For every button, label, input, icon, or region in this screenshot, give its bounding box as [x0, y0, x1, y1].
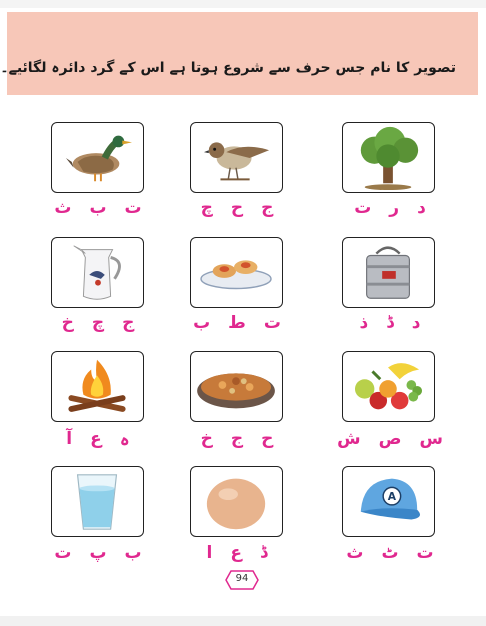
letter-options-7	[48, 429, 148, 451]
picture-card-tree	[342, 122, 435, 193]
letter-option[interactable]: چ	[200, 198, 213, 218]
letter-option[interactable]: د	[411, 313, 421, 333]
letter-option[interactable]: ڈ	[386, 313, 394, 333]
letter-option[interactable]: ع	[90, 429, 102, 449]
letter-options-6	[340, 313, 440, 335]
letter-option[interactable]: د	[417, 198, 426, 218]
tiffin-box-icon	[343, 238, 434, 307]
picture-card-fruits	[342, 351, 435, 422]
letter-option[interactable]: ث	[346, 543, 364, 563]
page-number: 94	[235, 573, 249, 584]
picture-card-cakes	[190, 237, 283, 308]
letter-option[interactable]: ہ	[119, 430, 130, 450]
cakes-plate-icon	[191, 238, 282, 307]
dish-icon	[191, 352, 282, 421]
picture-card-sparrow	[190, 122, 283, 193]
letter-option[interactable]: ت	[124, 198, 142, 218]
picture-card-duck	[51, 122, 144, 193]
page-bottom-edge	[0, 616, 486, 626]
letter-options-9	[337, 429, 443, 451]
letter-option[interactable]: خ	[61, 313, 74, 333]
duck-icon	[52, 123, 143, 192]
cap-icon	[343, 467, 434, 536]
letter-option[interactable]: ث	[54, 198, 72, 218]
letter-option[interactable]: ب	[193, 313, 211, 333]
letter-option[interactable]: ح	[230, 198, 244, 218]
jug-icon	[52, 238, 143, 307]
letter-option[interactable]: ج	[230, 429, 244, 449]
fruits-icon	[343, 352, 434, 421]
letter-option[interactable]: آ	[66, 429, 73, 449]
picture-card-egg	[190, 466, 283, 537]
sparrow-icon	[191, 123, 282, 192]
page-number-badge	[225, 570, 259, 590]
tree-icon	[343, 123, 434, 192]
egg-icon	[191, 467, 282, 536]
letter-option[interactable]: پ	[89, 543, 107, 563]
picture-card-tiffin	[342, 237, 435, 308]
picture-card-jug	[51, 237, 144, 308]
letter-options-12	[340, 543, 440, 565]
letter-options-5	[187, 313, 287, 335]
picture-card-cap	[342, 466, 435, 537]
letter-option[interactable]: چ	[91, 313, 105, 333]
letter-option[interactable]: ا	[206, 543, 213, 563]
letter-option[interactable]: ت	[416, 543, 434, 563]
picture-card-dish	[190, 351, 283, 422]
letter-option[interactable]: ر	[389, 198, 400, 218]
instruction-text: تصویر کا نام جس حرف سے شروع ہوتا ہے اس کے گرد دائرہ لگائیے۔	[0, 60, 456, 76]
letter-option[interactable]: س	[419, 429, 443, 449]
letter-option[interactable]: خ	[200, 429, 213, 449]
letter-options-8	[187, 429, 287, 451]
letter-option[interactable]: ت	[354, 198, 372, 218]
letter-option[interactable]: ب	[124, 543, 142, 563]
letter-option[interactable]: ٹ	[381, 543, 399, 563]
letter-options-10	[48, 543, 148, 565]
letter-option[interactable]: ش	[337, 429, 361, 449]
letter-option[interactable]: ح	[261, 429, 274, 449]
letter-option[interactable]: ج	[122, 313, 135, 333]
letter-option[interactable]: ذ	[359, 313, 369, 333]
letter-option[interactable]: ب	[89, 198, 107, 218]
letter-option[interactable]: ط	[228, 313, 246, 333]
letter-option[interactable]: ع	[230, 543, 242, 563]
instruction-banner	[7, 12, 478, 95]
letter-option[interactable]: ڈ	[259, 543, 268, 563]
page-top-edge	[0, 0, 486, 8]
cap-letter: A	[387, 490, 397, 504]
letter-options-11	[187, 543, 287, 565]
letter-options-2	[187, 198, 287, 220]
letter-option[interactable]: ت	[54, 543, 72, 563]
letter-options-4	[48, 313, 148, 335]
picture-card-fire	[51, 351, 144, 422]
fire-icon	[52, 352, 143, 421]
letter-option[interactable]: ج	[261, 198, 274, 218]
letter-option[interactable]: ت	[263, 313, 281, 333]
picture-card-glass	[51, 466, 144, 537]
glass-icon	[52, 467, 143, 536]
letter-options-1	[48, 198, 148, 220]
letter-options-3	[340, 198, 440, 220]
letter-option[interactable]: ص	[378, 429, 402, 449]
